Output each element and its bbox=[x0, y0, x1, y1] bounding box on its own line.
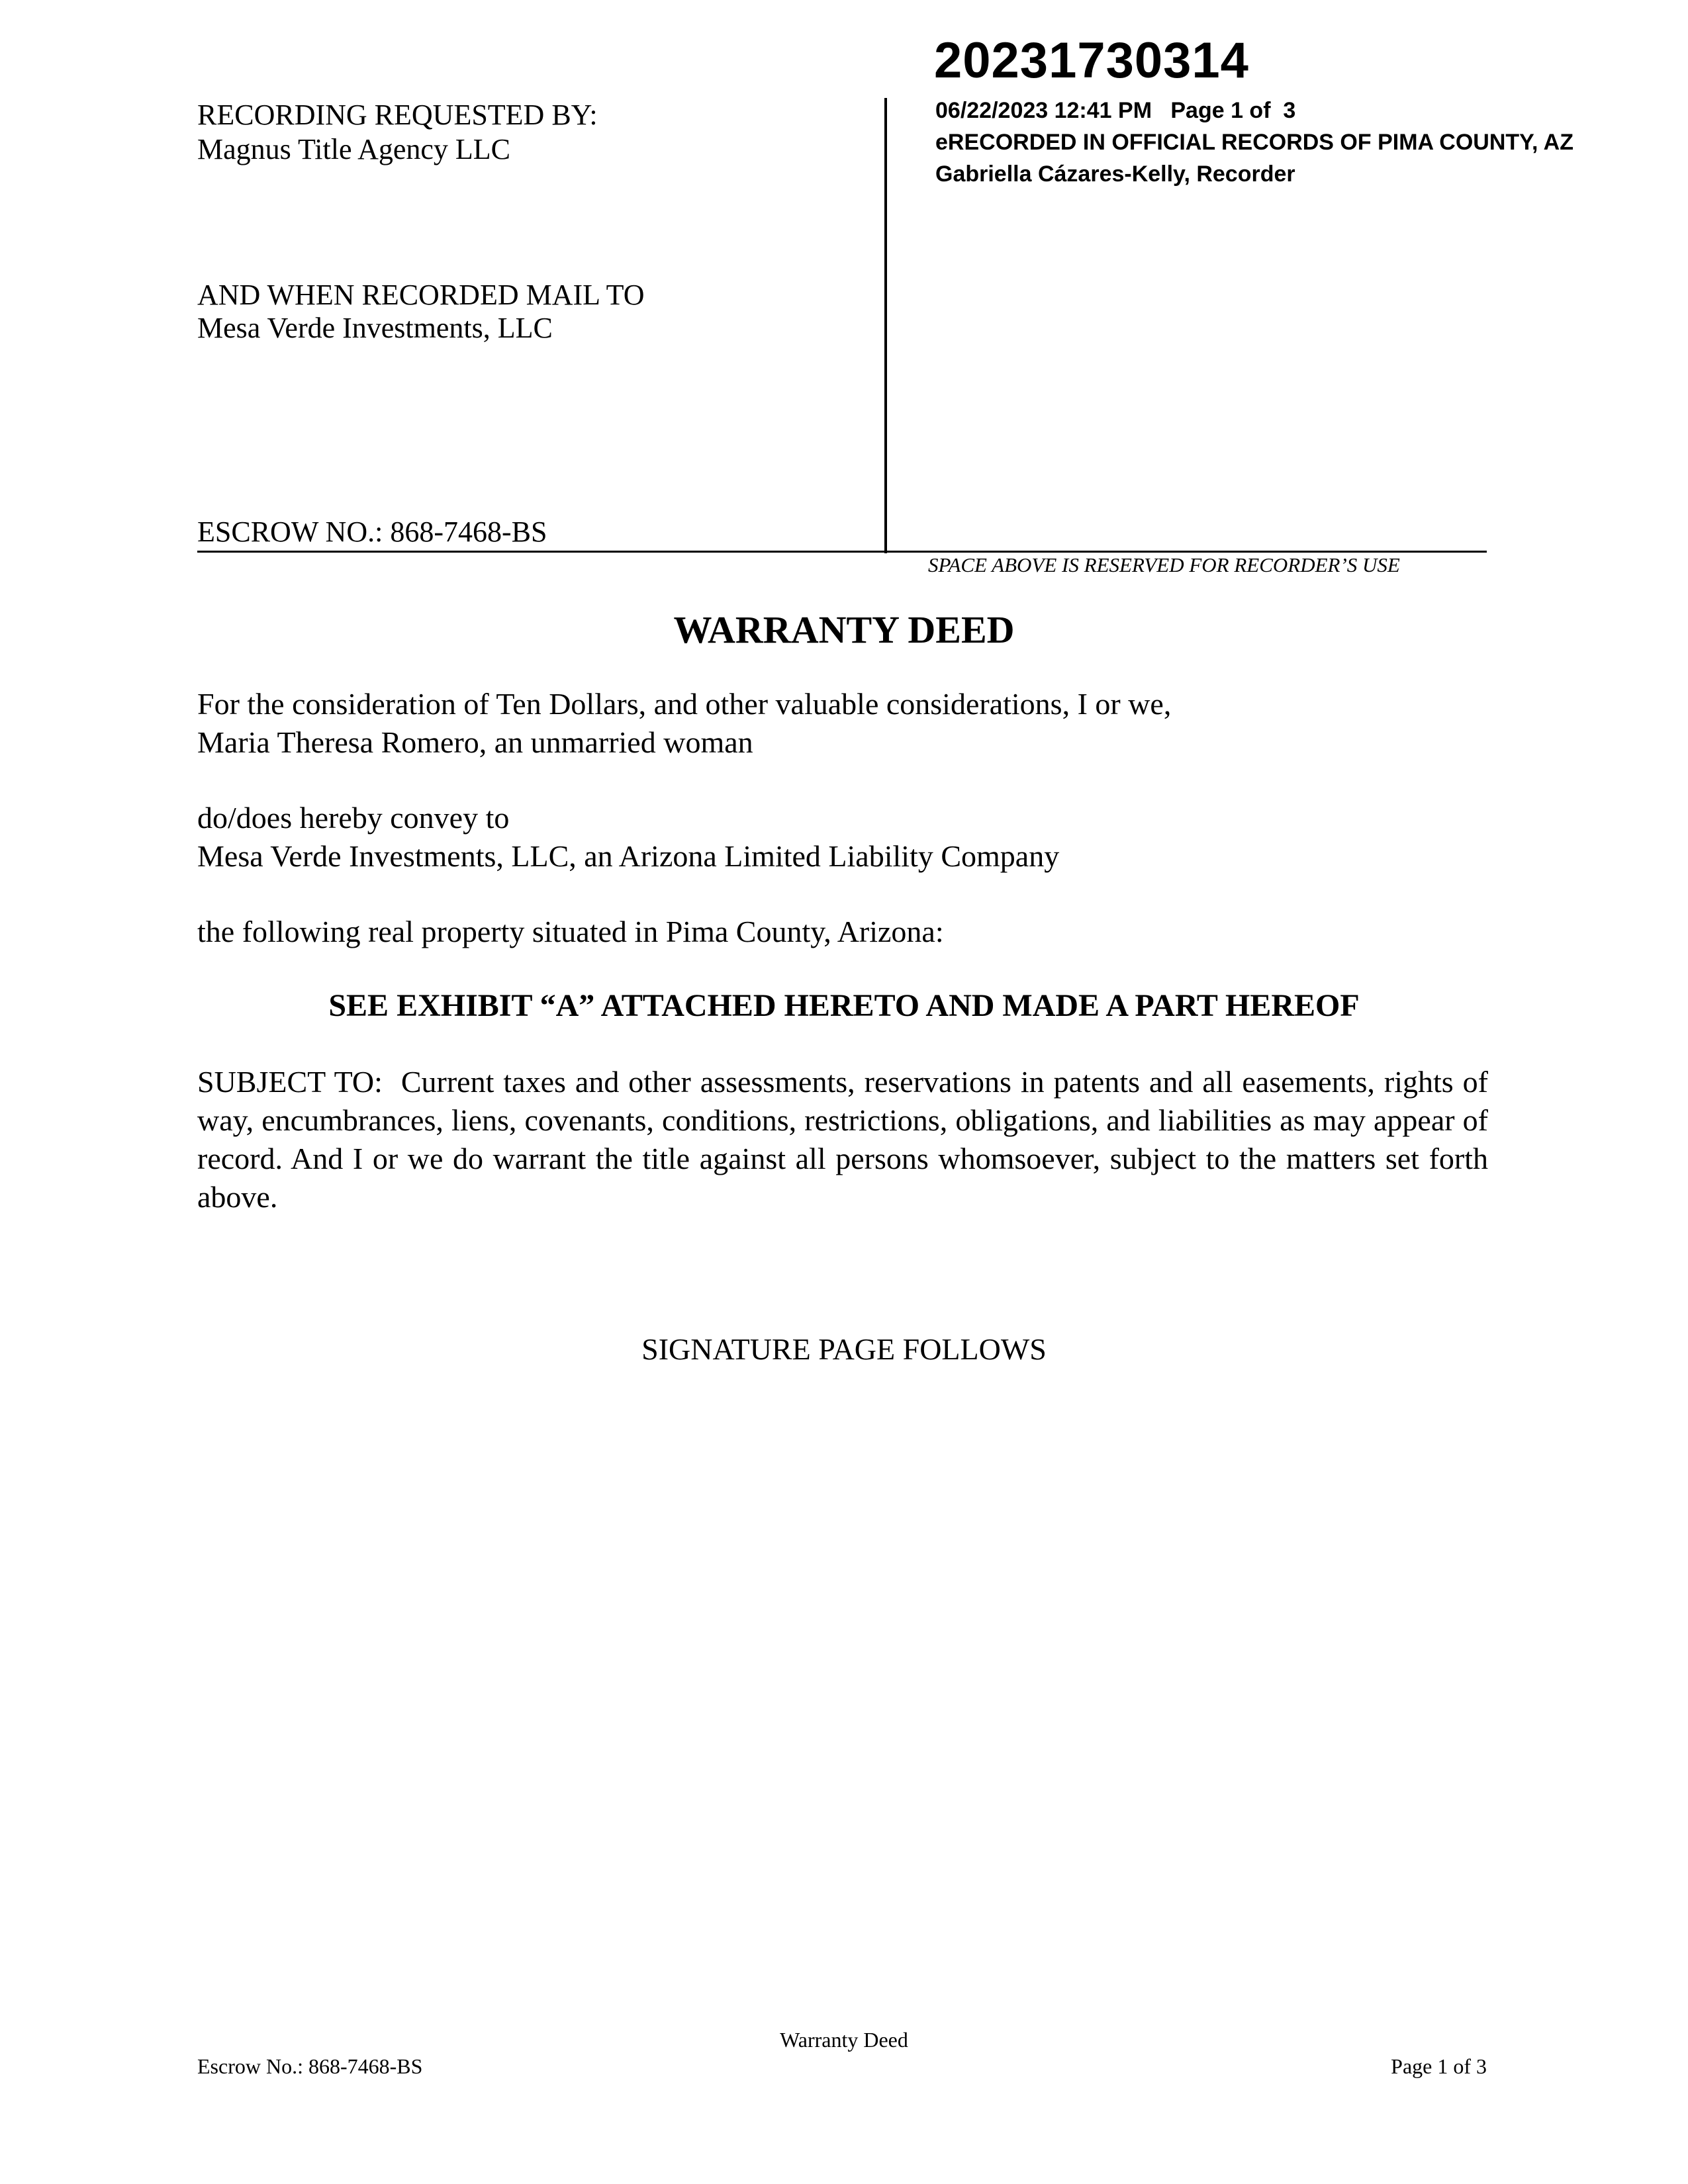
consideration-text: For the consideration of Ten Dollars, and other valuable considerations, I or we, bbox=[197, 687, 1172, 721]
convey-text: do/does hereby convey to bbox=[197, 801, 510, 835]
escrow-number: ESCROW NO.: 868-7468-BS bbox=[197, 516, 547, 548]
property-intro: the following real property situated in Pima County, Arizona: bbox=[197, 915, 944, 948]
footer-document-name: Warranty Deed bbox=[780, 2028, 908, 2052]
recording-number: 20231730314 bbox=[934, 32, 1249, 89]
subject-to-paragraph: SUBJECT TO: Current taxes and other assessments, reservations in patents and all easements, rights of way, encumbrances, liens, covenants, conditions, restrictions, obligations, and liabilities as may appear of record. And I or we do warrant the title against all persons whomsoever, subject to the matters set forth above. bbox=[197, 1065, 1496, 1214]
recording-requested-by-label: RECORDING REQUESTED BY: bbox=[197, 99, 598, 131]
mail-to-value: Mesa Verde Investments, LLC bbox=[197, 312, 553, 344]
recording-date-page: 06/22/2023 12:41 PM Page 1 of 3 bbox=[935, 98, 1296, 123]
recorder-space-vertical-divider bbox=[884, 98, 887, 553]
recorder-space-note: SPACE ABOVE IS RESERVED FOR RECORDER’S USE bbox=[928, 553, 1400, 576]
signature-page-follows: SIGNATURE PAGE FOLLOWS bbox=[641, 1332, 1047, 1366]
footer-page-number: Page 1 of 3 bbox=[1391, 2054, 1487, 2078]
footer-escrow-number: Escrow No.: 868-7468-BS bbox=[197, 2054, 423, 2078]
grantee-name: Mesa Verde Investments, LLC, an Arizona Limited Liability Company bbox=[197, 839, 1060, 873]
exhibit-reference: SEE EXHIBIT “A” ATTACHED HERETO AND MADE A PART HEREOF bbox=[328, 988, 1360, 1023]
mail-to-label: AND WHEN RECORDED MAIL TO bbox=[197, 279, 645, 311]
recorder-space-horizontal-divider bbox=[197, 551, 1487, 553]
recording-requested-by-value: Magnus Title Agency LLC bbox=[197, 133, 511, 165]
recorded-in-line: eRECORDED IN OFFICIAL RECORDS OF PIMA COUNTY, AZ bbox=[935, 130, 1574, 155]
recorder-name: Gabriella Cázares-Kelly, Recorder bbox=[935, 161, 1295, 187]
grantor-name: Maria Theresa Romero, an unmarried woman bbox=[197, 725, 753, 759]
document-title: WARRANTY DEED bbox=[673, 608, 1015, 651]
